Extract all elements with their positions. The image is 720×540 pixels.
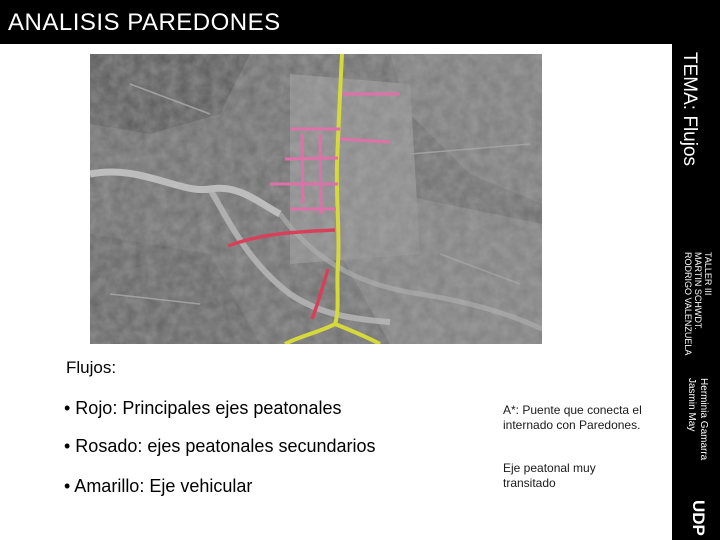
legend-item-pink: • Rosado: ejes peatonales secundarios: [64, 436, 376, 456]
author-2: Jasmin May: [686, 378, 697, 432]
professor-1: MARTIN SCHWDT.: [693, 252, 703, 330]
course-name: TALLER III: [703, 252, 713, 296]
page-title: ANALISIS PAREDONES: [8, 9, 281, 36]
professor-2: RODRIGO VALENZUELA: [683, 252, 693, 356]
topic-label: TEMA: Flujos: [679, 52, 700, 167]
course-credits: [683, 252, 713, 355]
aerial-map-image: [90, 54, 542, 344]
legend-heading: Flujos:: [66, 358, 117, 377]
pedestrian-note: Eje peatonal muy transitado: [503, 461, 596, 490]
legend-item-red: • Rojo: Principales ejes peatonales: [64, 398, 342, 418]
author-1: Herminia Gamarra: [698, 378, 709, 461]
bridge-note: A*: Puente que conecta el internado con Paredones.: [503, 403, 642, 432]
title-bar: [0, 0, 720, 44]
authors: [685, 378, 709, 460]
university-logo: UDP: [689, 500, 708, 536]
legend-item-yellow: • Amarillo: Eje vehicular: [64, 476, 253, 496]
